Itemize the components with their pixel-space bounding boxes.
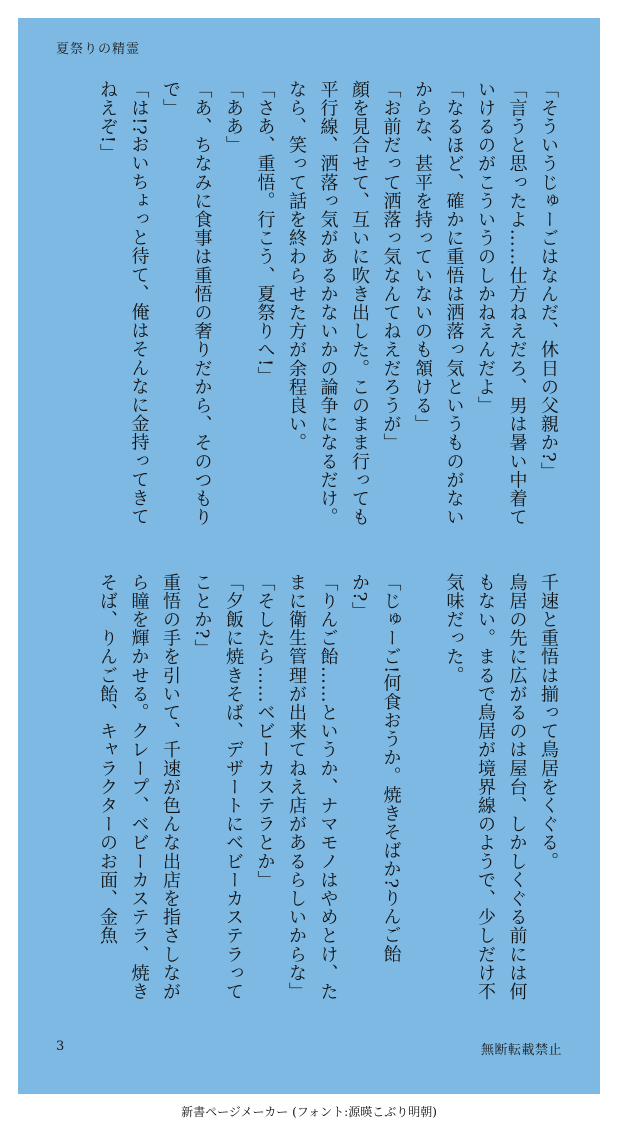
generator-credit: 新書ページメーカー (フォント:源暎こぶり明朝) <box>181 1105 437 1119</box>
paragraph: 「さあ、重悟。行こう、夏祭りへ!」 <box>254 80 276 386</box>
text-column-bottom <box>59 573 564 1001</box>
paragraph: 「お前だって洒落っ気なんてねえだろうが」 <box>380 80 402 452</box>
paragraph: 「夕飯に焼きそば、デザートにベビーカステラってことか?」 <box>191 573 244 1001</box>
book-page <box>18 18 600 1094</box>
paragraph: 重悟の手を引いて、千速が色んな出店を指さしながら瞳を輝かせる。クレープ、ベビーカステラ、焼きそば、りんご飴、キャラクターのお面、金魚 <box>97 573 181 1001</box>
blank-line <box>407 573 439 1001</box>
paragraph: 「そしたら……ベビーカステラとか」 <box>254 573 276 890</box>
paragraph: 顔を見合せて、互いに吹き出した。このまま行っても平行線、洒落っ気があるかないかの論争になるだけ。なら、笑って話を終わらせた方が余程良い。 <box>286 80 370 527</box>
paragraph: 「なるほど、確かに重悟は洒落っ気というものがないからな、甚平を持っていないのも頷ける」 <box>412 80 465 527</box>
paragraph: 「りんご飴……というか、ナマモノはやめとけ、たまに衛生管理が出来てねえ店があるらしいからな」 <box>286 573 339 1001</box>
text-column-top <box>59 80 564 538</box>
paragraph: 「そういうじゅーごはなんだ、休日の父親か?」 <box>538 80 559 481</box>
paragraph: 「あ、ちなみに食事は重悟の奢りだから、そのつもりで」 <box>160 80 213 527</box>
header-title: 夏祭りの精霊 <box>56 42 141 57</box>
paragraph: 「言うと思ったよ……仕方ねえだろ、男は暑い中着ていけるのがこういうのしかねえんだよ」 <box>475 80 528 527</box>
paragraph: 「じゅーご!何食おうか。焼きそばか?りんご飴か?」 <box>349 573 402 964</box>
paragraph: 「ああ」 <box>223 80 244 155</box>
footer-notice: 無断転載禁止 <box>480 1043 562 1058</box>
page-number: 3 <box>56 1039 65 1054</box>
paragraph: 鳥居の先に広がるのは屋台、しかしくぐる前には何もない。まるで鳥居が境界線のようで、少しだけ不気味だった。 <box>443 573 528 1001</box>
paragraph: 千速と重悟は揃って鳥居をくぐる。 <box>538 573 559 871</box>
paragraph: 「は!?おいちょっと待て、俺はそんなに金持ってきてねえぞ!」 <box>97 80 150 526</box>
